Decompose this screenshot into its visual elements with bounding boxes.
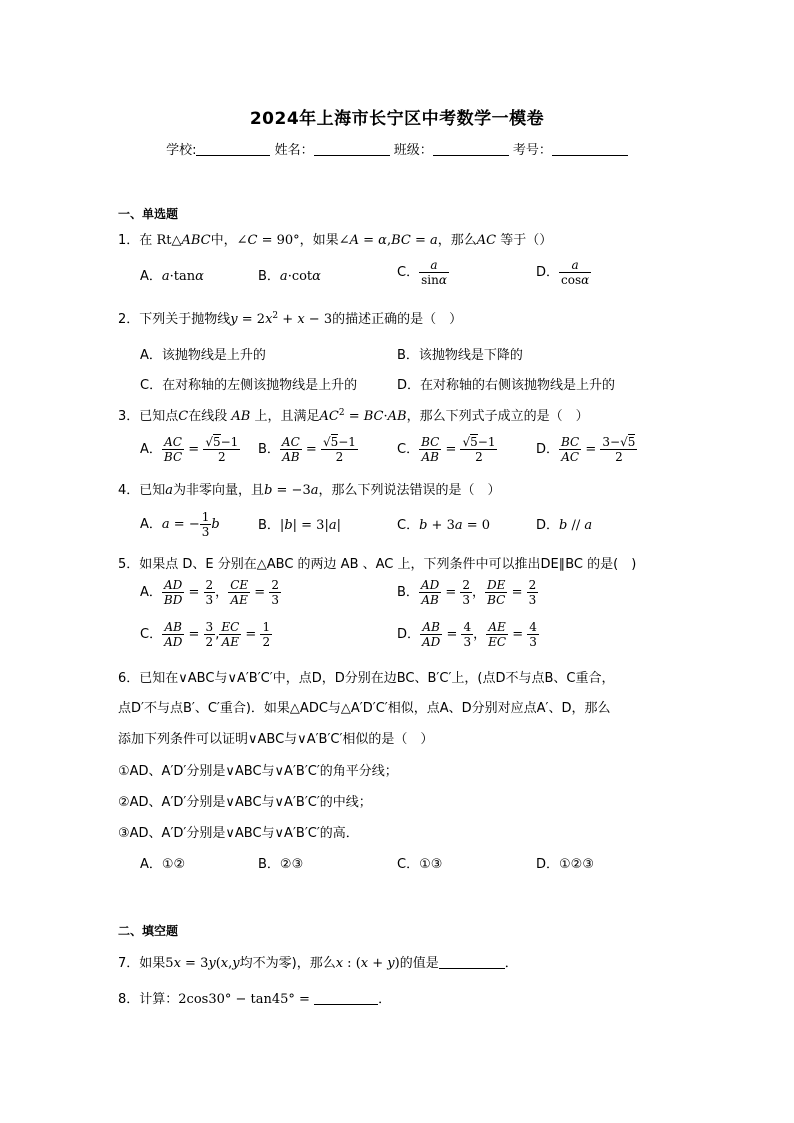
q4-option-c[interactable]: C．b + 3a = 0 (397, 518, 491, 533)
question-3 (118, 405, 589, 424)
q3-option-b[interactable]: B． $\frac{AC}{AB}$ = $\frac{√5-1}{2}$ (258, 435, 356, 464)
question-1 (118, 229, 552, 248)
q7-text: 7．如果 (118, 956, 166, 971)
q1-text: ，如果 (299, 233, 339, 248)
q8-answer-blank[interactable] (314, 991, 378, 1005)
class-blank[interactable] (433, 142, 509, 156)
q1-option-b[interactable]: B．a·cotα (258, 269, 321, 284)
q6-condition-2: ②AD、A′D′分别是∨ABC与∨A′B′C′的中线； (118, 795, 372, 810)
q4-text: 为非零向量，且 (173, 483, 265, 498)
q5-option-d[interactable]: D． $\frac{AB}{AD}$ = $\frac{4}{3}$ ， $\frac{AE}{EC}$ = $\frac{4}{3}$ (397, 620, 537, 649)
q3-math: C (178, 409, 189, 424)
school-blank[interactable] (196, 142, 270, 156)
q7-text: ． (504, 956, 518, 971)
q1-option-a[interactable]: A．a·tanα (140, 269, 204, 284)
q2-math: $y = 2x^2 + x - 3$ (230, 311, 333, 327)
q3-math: AB (231, 409, 251, 424)
q3-math: $AC^2 = BC\cdot AB$ (319, 408, 407, 424)
q8-text: ． (378, 992, 392, 1007)
q1-text: 中， (210, 233, 237, 248)
q2-option-a[interactable]: A．该抛物线是上升的 (140, 348, 266, 363)
q7-math: 5x = 3y(x,y (165, 956, 240, 971)
question-7 (118, 952, 518, 971)
q3-text: 在线段 (188, 409, 228, 424)
school-label: 学校: (166, 143, 197, 158)
q3-option-a[interactable]: A． $\frac{AC}{BC}$ = $\frac{√5-1}{2}$ (140, 435, 239, 464)
q1-math: Rt△ABC (156, 233, 211, 248)
q2-option-d[interactable]: D．在对称轴的右侧该抛物线是上升的 (397, 378, 616, 393)
q4-text: ，那么下列说法错误的是（ ） (318, 483, 501, 498)
number-blank[interactable] (552, 142, 628, 156)
number-label: 考号： (512, 143, 552, 158)
q7-math: x : (x + y) (335, 956, 400, 971)
q6-option-a[interactable]: A．①② (140, 857, 186, 872)
q3-option-d[interactable]: D． $\frac{BC}{AC}$ = $\frac{3-√5}{2}$ (536, 435, 636, 464)
q1-text: 等于（） (500, 233, 553, 248)
section-heading: 二、填空题 (118, 924, 179, 938)
q4-math: b = −3a (264, 483, 319, 498)
q1-number: 1． (118, 233, 140, 248)
q8-text: 8．计算： (118, 992, 179, 1007)
question-6-line-1: 6．已知在∨ABC与∨A′B′C′中，点D，D分别在边BC、B′C′上，(点D不与点B、C重合， (118, 671, 615, 686)
q3-text: 3．已知点 (118, 409, 179, 424)
q1-text: ，那么 (437, 233, 477, 248)
q4-math: a (165, 483, 174, 498)
question-8 (118, 988, 391, 1007)
question-4 (118, 479, 501, 498)
question-5: 5．如果点 D、E 分别在△ABC 的两边 AB 、AC 上，下列条件中可以推出DE∥BC 的是( ) (118, 557, 637, 572)
q6-option-c[interactable]: C．①③ (397, 857, 443, 872)
q5-option-a[interactable]: A． $\frac{AD}{BD}$ = $\frac{2}{3}$ ， $\frac{CE}{AE}$ = $\frac{2}{3}$ (140, 578, 279, 607)
q1-math: AC (476, 233, 497, 248)
q2-option-c[interactable]: C．在对称轴的左侧该抛物线是上升的 (140, 378, 358, 393)
q4-option-b[interactable]: B．|b| = 3|a| (258, 518, 341, 533)
q4-text: 4．已知 (118, 483, 166, 498)
class-label: 班级： (393, 143, 433, 158)
q7-answer-blank[interactable] (439, 955, 505, 969)
question-6-line-3: 添加下列条件可以证明∨ABC与∨A′B′C′相似的是（ ） (118, 732, 434, 747)
q1-math: ∠A = α,BC = a (338, 233, 438, 248)
q6-option-b[interactable]: B．②③ (258, 857, 304, 872)
student-info-row (0, 139, 794, 158)
page-title: 2024年上海市长宁区中考数学一模卷 (249, 109, 545, 129)
q3-text: ，那么下列式子成立的是（ ） (406, 409, 589, 424)
question-6-line-2: 点D′不与点B′、C′重合)．如果△ADC与△A′D′C′相似，点A、D分别对应点A′、D，那么 (118, 701, 611, 716)
q7-text: 均不为零)，那么 (239, 956, 336, 971)
q1-option-d[interactable]: D． $\frac{a}{\cos\alpha}$ (536, 258, 590, 287)
q5-option-b[interactable]: B． $\frac{AD}{AB}$ = $\frac{2}{3}$ ， $\frac{DE}{BC}$ = $\frac{2}{3}$ (397, 578, 537, 607)
q1-math: ∠C = 90° (236, 233, 300, 248)
q6-condition-1: ①AD、A′D′分别是∨ABC与∨A′B′C′的角平分线； (118, 764, 398, 779)
q7-text: 的值是 (399, 956, 439, 971)
q4-option-d[interactable]: D．b // a (536, 518, 593, 533)
name-blank[interactable] (314, 142, 390, 156)
q5-option-c[interactable]: C． $\frac{AB}{AD}$ = $\frac{3}{2}$ , $\frac{EC}{AE}$ = $\frac{1}{2}$ (140, 620, 271, 649)
q6-condition-3: ③AD、A′D′分别是∨ABC与∨A′B′C′的高． (118, 826, 359, 841)
q6-option-d[interactable]: D．①②③ (536, 857, 594, 872)
name-label: 姓名： (274, 143, 314, 158)
q8-math: 2cos30° − tan45° = (178, 992, 315, 1007)
q4-option-a[interactable]: A．a = − $\frac{1}{3}$ b (140, 510, 220, 539)
q2-text: 的描述正确的是（ ） (332, 312, 463, 327)
q3-option-c[interactable]: C． $\frac{BC}{AB}$ = $\frac{√5-1}{2}$ (397, 435, 496, 464)
section-heading: 一、单选题 (118, 207, 179, 221)
q1-text: 在 (139, 233, 153, 248)
q3-text: 上，且满足 (254, 409, 320, 424)
q2-text: 2．下列关于抛物线 (118, 312, 231, 327)
question-2 (118, 308, 462, 327)
q1-option-c[interactable]: C． $\frac{a}{\sin\alpha}$ (397, 258, 447, 287)
q2-option-b[interactable]: B．该抛物线是下降的 (397, 348, 523, 363)
